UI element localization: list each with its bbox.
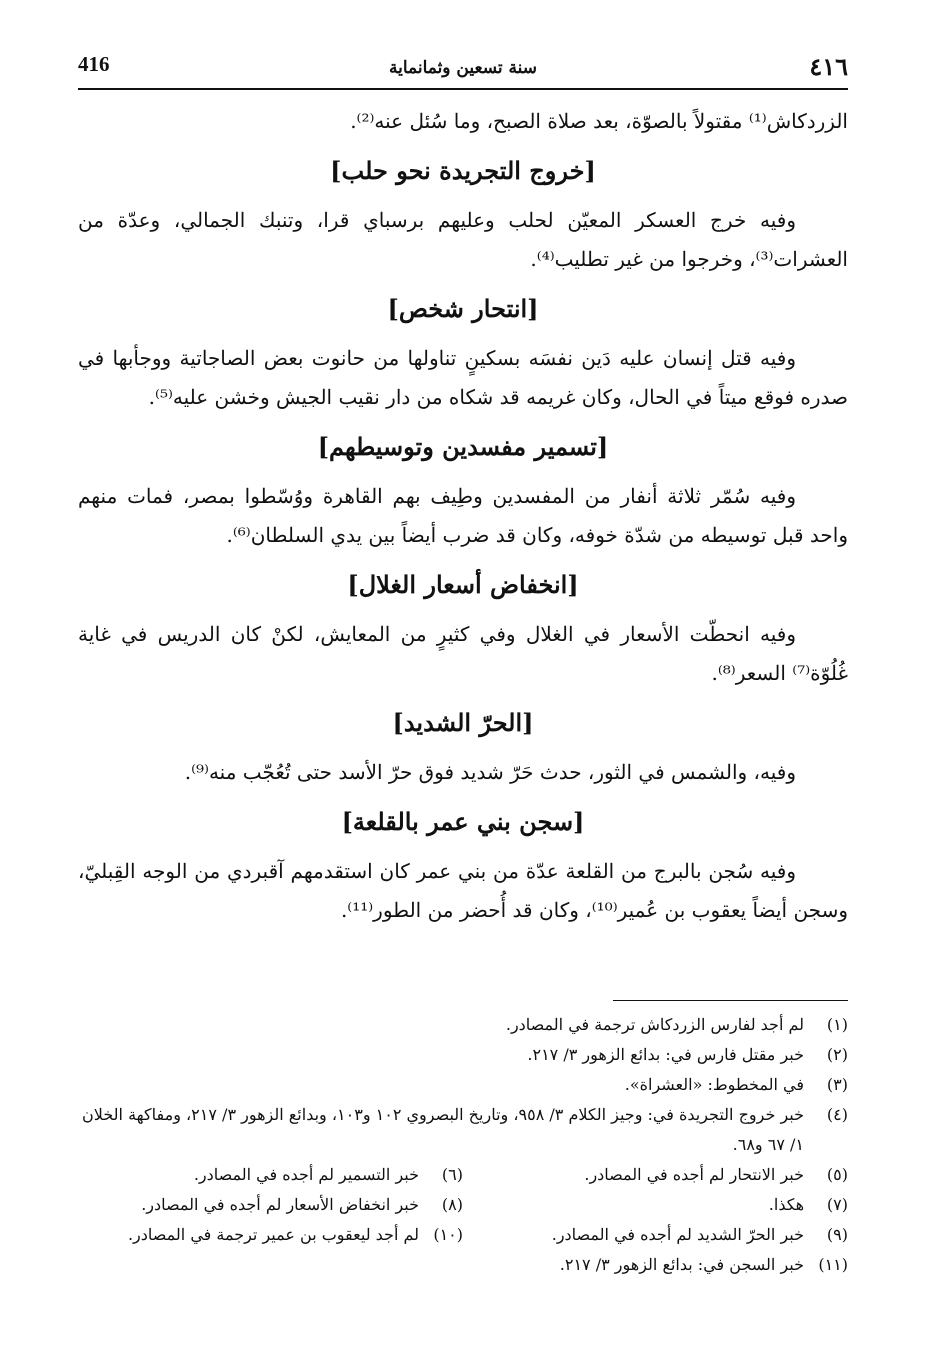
footnote xyxy=(463,1250,848,1280)
footnote xyxy=(78,1040,848,1070)
footnote-number: (١) xyxy=(826,1015,848,1034)
section-heading: [تسمير مفسدين وتوسيطهم] xyxy=(317,432,609,461)
section-heading: [الحرّ الشديد] xyxy=(392,708,534,737)
footnote xyxy=(463,1190,848,1220)
footnote xyxy=(463,1160,848,1190)
footnote-text: لم أجد لفارس الزردكاش ترجمة في المصادر. xyxy=(505,1015,804,1034)
footnote-number: (٥) xyxy=(826,1165,848,1184)
footnote-column-right xyxy=(463,1160,848,1280)
section-heading: [خروج التجريدة نحو حلب] xyxy=(330,156,596,185)
book-page xyxy=(78,0,848,1366)
paragraph: وفيه، والشمس في الثور، حدث حَرّ شديد فوق حرّ الأسد حتى تُعُجّب منه⁽⁹⁾. xyxy=(184,760,796,784)
page-number-latin: 416 xyxy=(78,52,110,76)
footnote xyxy=(463,1220,848,1250)
paragraph: وفيه سُجن بالبرج من القلعة عدّة من بني عمر كان استقدمهم آقبردي من الوجه القِبليّ، وسجن أيضاً يعقوب بن عُمير⁽¹⁰⁾، وكان قد أُحضر من الطور⁽¹¹⁾. xyxy=(78,859,848,922)
footnote-text: خبر التسمير لم أجده في المصادر. xyxy=(193,1165,419,1184)
page-number-arabic: ٤١٦ xyxy=(809,52,848,81)
footnote-number: (١١) xyxy=(818,1255,848,1274)
footnote-text: خبر خروج التجريدة في: وجيز الكلام ٣/ ٩٥٨، وتاريخ البصروي ١٠٢ و١٠٣، وبدائع الزهور ٣/ ٢١٧، ومفاكهة الخلان ١/ ٦٧ و٦٨. xyxy=(82,1105,804,1154)
running-title: سنة تسعين وثمانماية xyxy=(388,58,538,78)
paragraph: الزردكاش⁽¹⁾ مقتولاً بالصوّة، بعد صلاة الصبح، وما سُئل عنه⁽²⁾. xyxy=(350,109,848,133)
footnote-text: خبر السجن في: بدائع الزهور ٣/ ٢١٧. xyxy=(559,1255,804,1274)
footnote-number: (٣) xyxy=(826,1075,848,1094)
footnote-separator xyxy=(613,1000,848,1001)
paragraph: وفيه سُمّر ثلاثة أنفار من المفسدين وطِيف بهم القاهرة ووُسّطوا بمصر، فمات منهم واحد قبل توسيطه من شدّة خوفه، وكان قد ضرب أيضاً بين يدي السلطان⁽⁶⁾. xyxy=(78,484,848,547)
footnotes xyxy=(78,1010,848,1280)
footnote-number: (٧) xyxy=(826,1195,848,1214)
section-heading: [انخفاض أسعار الغلال] xyxy=(347,570,579,599)
paragraph: وفيه خرج العسكر المعيّن لحلب وعليهم برسباي قرا، وتنبك الجمالي، وعدّة من العشرات⁽³⁾، وخرجوا من غير تطليب⁽⁴⁾. xyxy=(78,208,848,271)
footnote-text: خبر مقتل فارس في: بدائع الزهور ٣/ ٢١٧. xyxy=(527,1045,804,1064)
footnote xyxy=(78,1160,463,1190)
section-heading: [سجن بني عمر بالقلعة] xyxy=(341,807,585,836)
footnote-column-left xyxy=(78,1160,463,1280)
footnote-columns xyxy=(78,1160,848,1280)
footnote-number: (٤) xyxy=(826,1105,848,1124)
footnote-number: (٢) xyxy=(826,1045,848,1064)
footnote-text: في المخطوط: «العشراة». xyxy=(624,1075,804,1094)
footnote-number: (١٠) xyxy=(433,1225,463,1244)
footnote xyxy=(78,1190,463,1220)
footnote xyxy=(78,1010,848,1040)
main-text xyxy=(78,102,848,930)
footnote-text: هكذا. xyxy=(768,1195,804,1214)
footnote-text: خبر الحرّ الشديد لم أجده في المصادر. xyxy=(551,1225,804,1244)
footnote xyxy=(78,1220,463,1250)
footnote xyxy=(78,1070,848,1100)
footnote-text: لم أجد ليعقوب بن عمير ترجمة في المصادر. xyxy=(127,1225,419,1244)
footnote xyxy=(78,1100,848,1160)
section-heading: [انتحار شخص] xyxy=(387,294,539,323)
footnote-text: خبر الانتحار لم أجده في المصادر. xyxy=(584,1165,804,1184)
footnote-number: (٨) xyxy=(441,1195,463,1214)
footnote-text: خبر انخفاض الأسعار لم أجده في المصادر. xyxy=(141,1195,419,1214)
footnote-number: (٦) xyxy=(441,1165,463,1184)
running-head xyxy=(78,50,848,90)
footnote-number: (٩) xyxy=(826,1225,848,1244)
paragraph: وفيه قتل إنسان عليه دَين نفسَه بسكينٍ تناولها من حانوت بعض الصاجاتية ووجأبها في صدره فوقع ميتاً في الحال، وكان غريمه قد شكاه من دار نقيب الجيش وخشن عليه⁽⁵⁾. xyxy=(78,346,848,409)
paragraph: وفيه انحطّت الأسعار في الغلال وفي كثيرٍ من المعايش، لكنْ كان الدريس في غاية غُلُوّة⁽⁷⁾ السعر⁽⁸⁾. xyxy=(78,622,848,685)
